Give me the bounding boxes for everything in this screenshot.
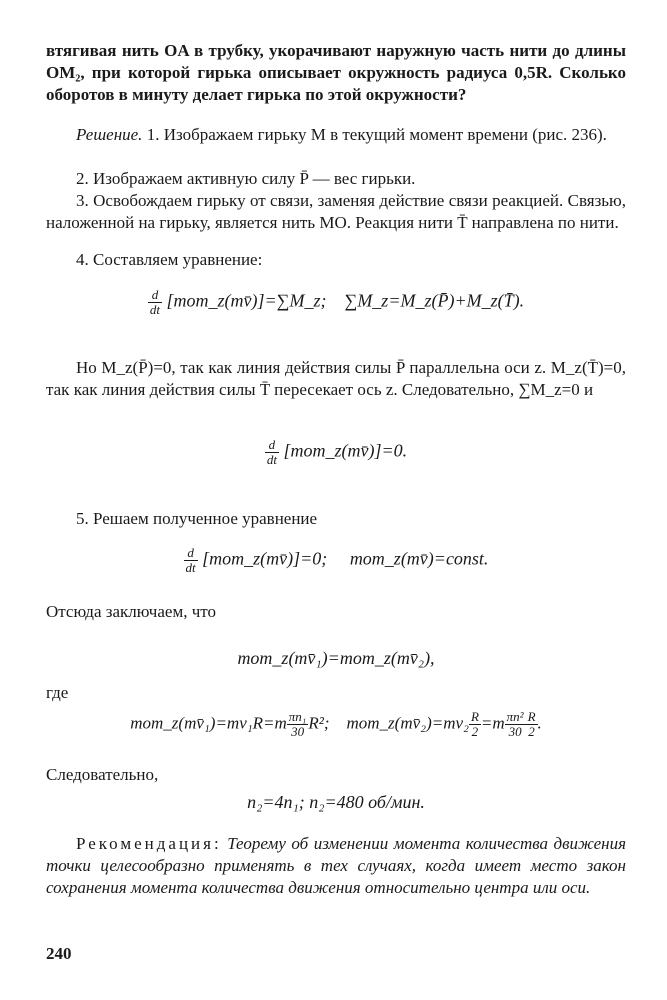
fraction-pi-n2-30: $\frac{\text{πn²}}{30}$ <box>506 709 524 739</box>
where-label <box>46 682 626 704</box>
derivative-operator: $\frac{d}{dt}$ <box>185 545 196 575</box>
equation-5-part-d: =m <box>480 713 505 733</box>
equation-2 <box>46 438 626 467</box>
moment-explanation <box>46 357 626 401</box>
equation-6 <box>46 790 626 814</box>
conclusion-intro <box>46 601 626 623</box>
equation-5: mom_z(mv̄₁)=mv₁R=m $\frac{\text{πn₁}}{30}$ R²; mom_z(mv̄₂)=mv₂ $\frac{R}{2}$ =m $\frac{\text{πn²}}{30}$ $\frac{R}{2}$ . <box>130 709 542 739</box>
solution-step-4 <box>46 249 626 271</box>
fraction-r-2-second: $\frac{R}{2}$ <box>527 709 536 739</box>
derivative-operator: $\frac{d}{dt}$ <box>266 437 277 467</box>
solution-step-3 <box>46 190 626 234</box>
equation-5-part-b: R²; <box>308 713 330 733</box>
step-2-text: 2. Изображаем активную силу P̄ — вес гирьки. <box>76 169 416 188</box>
recommendation <box>46 833 626 899</box>
equation-5-part-a: mom_z(mv̄₁)=mv₁R=m <box>130 713 287 733</box>
equation-3-left: [mom_z(mv̄)]=0; <box>202 548 328 569</box>
equation-3 <box>46 546 626 575</box>
step-5-text: 5. Решаем полученное уравнение <box>76 509 318 528</box>
equation-1-left: [mom_z(mv̄)]=∑M_z; <box>166 290 327 311</box>
equation-5-part-c: mom_z(mv̄₂)=mv₂ <box>346 713 469 733</box>
equation-4 <box>46 646 626 670</box>
solution-step-5 <box>46 508 626 530</box>
problem-continuation <box>46 40 626 106</box>
therefore-text: Следовательно, <box>46 765 159 784</box>
recommendation-label: Рекомендация: <box>76 834 222 853</box>
step-1-text: 1. Изображаем гирьку M в текущий момент времени (рис. 236). <box>142 125 607 144</box>
step-3-text: 3. Освобождаем гирьку от связи, заменяя действие связи реакцией. Связью, наложенной на гирьку, является нить MO. Реакция нити T̄ направлена по нити. <box>46 191 626 232</box>
solution-step-1 <box>46 124 626 146</box>
solution-step-2 <box>46 168 626 190</box>
equation-4-text: mom_z(mv̄₁)=mom_z(mv̄₂), <box>237 648 435 668</box>
step-4-text: 4. Составляем уравнение: <box>76 250 263 269</box>
solution-label: Решение. <box>76 125 143 144</box>
equation-1 <box>46 288 626 317</box>
derivative-operator: $\frac{d}{dt}$ <box>149 287 161 317</box>
equation-2-text: [mom_z(mv̄)]=0. <box>283 440 408 461</box>
moment-explanation-text: Но M_z(P̄)=0, так как линия действия силы P̄ параллельна оси z. M_z(T̄)=0, так как линия действия силы T̄ пересекает ось z. Следовательно, ∑M_z=0 и <box>46 358 626 399</box>
conclusion-intro-text: Отсюда заключаем, что <box>46 602 216 621</box>
therefore-label <box>46 764 626 786</box>
equation-6-text: n₂=4n₁; n₂=480 об/мин. <box>247 792 425 812</box>
recommendation-text: Теорему об изменении момента количества движения точки целесообразно применять в тех случаях, когда имеет место закон сохранения момента количества движения относительно центра или оси. <box>46 834 626 897</box>
page-number: 240 <box>46 944 72 963</box>
fraction-pi-n1-30: $\frac{\text{πn₁}}{30}$ <box>288 709 307 739</box>
problem-text: втягивая нить OA в трубку, укорачивают наружную часть нити до длины OM₂, при которой гирька описывает окружность радиуса 0,5R. Сколько оборотов в минуту делает гирька по этой окружности? <box>46 41 626 104</box>
fraction-r-2: $\frac{R}{2}$ <box>470 709 479 739</box>
where-text: где <box>46 683 69 702</box>
equation-1-right: ∑M_z=M_z(P̄)+M_z(T̄). <box>344 290 525 311</box>
equation-3-right: mom_z(mv̄)=const. <box>349 548 489 569</box>
